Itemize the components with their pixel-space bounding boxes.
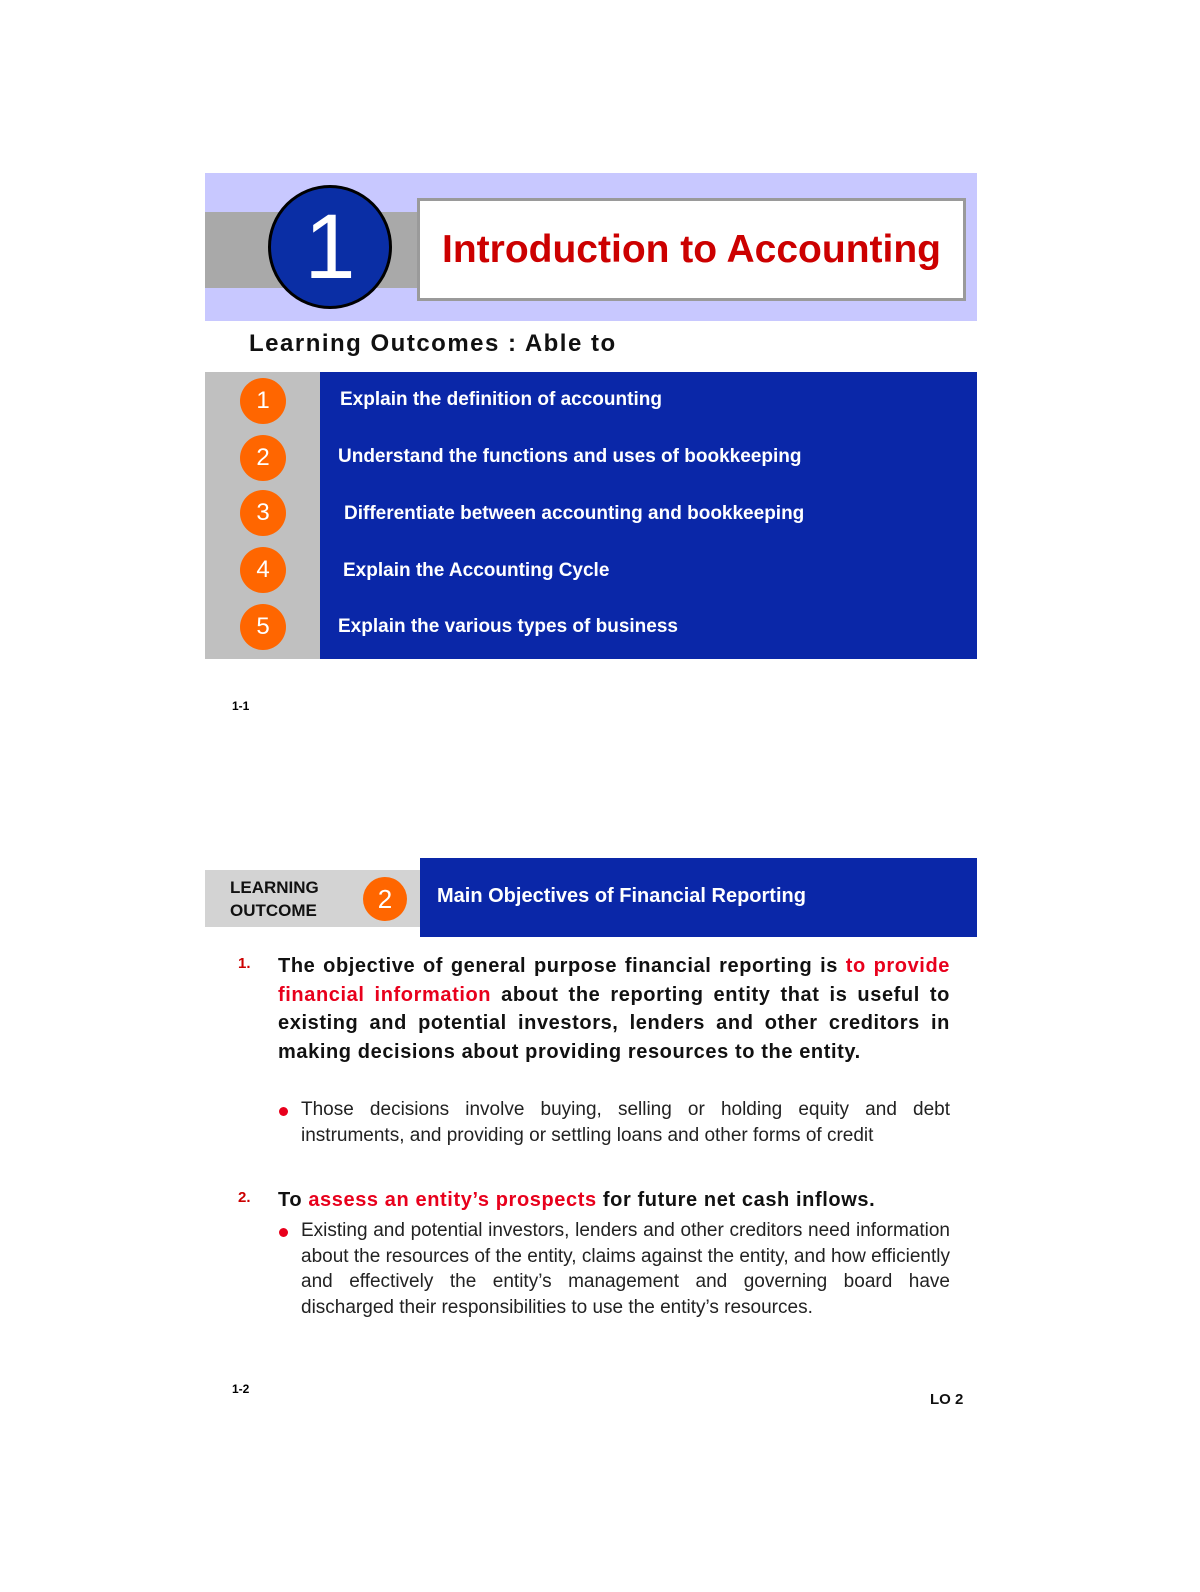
chapter-number-circle: 1 [268,185,392,309]
slide1-page-number: 1-1 [232,699,250,713]
slide2-heading: Main Objectives of Financial Reporting [437,885,806,907]
objective-bullet [278,1097,950,1148]
outcome-text: Differentiate between accounting and bookkeeping [344,503,805,524]
objective-number: 2. [238,1189,251,1206]
bullet-text: Existing and potential investors, lenders and other creditors need information about the resources of the entity, claims against the entity, and how efficiently and effectively the entity’s management and governing board have discharged their responsibilities to use the entity’s resources. [301,1220,950,1318]
objective-text: The objective of general purpose financial reporting is to provide financial information about the reporting entity that is useful to existing and potential investors, lenders and other creditors in making decisions about providing resources to the entity. [278,955,951,1063]
bullet-dot-icon [279,1107,288,1116]
outcome-number-badge: 2 [363,877,407,921]
outcome-number-badge: 1 [240,378,286,424]
outcome-text: Explain the various types of business [338,616,678,637]
outcome-number-badge: 5 [240,604,286,650]
outcome-text: Explain the definition of accounting [340,389,662,410]
objective-item [238,952,950,1066]
objective-bullet [278,1218,950,1320]
bullet-text: Those decisions involve buying, selling or holding equity and debt instruments, and providing or settling loans and other forms of credit [301,1099,950,1146]
chapter-title: Introduction to Accounting [442,227,941,271]
outcome-number-badge: 3 [240,490,286,536]
outcome-text: Understand the functions and uses of bookkeeping [338,446,802,467]
outcome-text: Explain the Accounting Cycle [343,560,610,581]
outcome-number-badge: 2 [240,435,286,481]
slide2-page-number: 1-2 [232,1382,250,1396]
objective-text: To assess an entity’s prospects for future net cash inflows. [278,1189,876,1211]
outcome-number-badge: 4 [240,547,286,593]
lo-footer: LO 2 [930,1391,964,1408]
learning-outcomes-heading: Learning Outcomes : Able to [249,330,617,357]
learning-outcome-label: LEARNING OUTCOME [230,878,319,920]
objective-item [238,1186,950,1215]
bullet-dot-icon [279,1228,288,1237]
chapter-title-box [417,198,966,301]
objective-number: 1. [238,955,251,972]
